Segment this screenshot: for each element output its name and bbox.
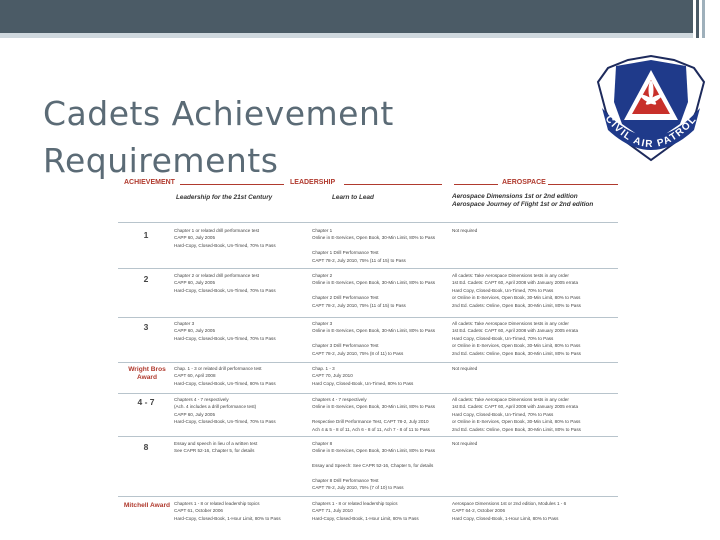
header-achievement: ACHIEVEMENT: [124, 179, 175, 186]
table-row: [118, 496, 618, 538]
header-rule: [180, 184, 284, 185]
leadership-21-cell: Chapter 2 or related drill performance test CAPP 60, July 2005 Hard-Copy, Closed-Book, Un-Timed, 70% to Pass: [174, 273, 276, 293]
table-row: [118, 362, 618, 392]
aerospace-cell: All cadets: Take Aerospace Dimensions tests in any order 1st Ed. Cadets: CAPT 60, April 2008 with January 2005 errata Hard Copy, Closed-Book, Un-Timed, 70% to Pass or Online in E-Services, Open Book, 30-Min Limit, 80% to Pass 2nd Ed. Cadets: Online, Open Book, 30-Min Limit, 80% to Pass: [452, 397, 581, 432]
aerospace-cell: Aerospace Dimensions 1st or 2nd edition, Modules 1 - 6 CAPT 64-2, October 2006 Hard Copy, Closed-Book, 1-Hour Limit, 80% to Pass: [452, 501, 567, 521]
header-rule: [344, 184, 442, 185]
leadership-21-cell: Chapter 1 or related drill performance test CAPP 60, July 2005 Hard-Copy, Closed-Book, Un-Timed, 70% to Pass: [174, 228, 276, 248]
top-bar-stripe: [0, 33, 720, 38]
top-bar: [0, 0, 720, 33]
learn-to-lead-cell: Chapters 4 - 7 respectively Online in E-Services, Open Book, 30-Min Limit, 80% to Pass Respective Drill Performance Test, CAPT 78-2, July 2010 Ach 4 & 5 - 8 of 11, Ach 6 - 8 of 11, Ach 7 - 8 of 11 to Pass: [312, 397, 436, 432]
aerospace-cell: All cadets: Take Aerospace Dimensions tests in any order 1st Ed. Cadets: CAPT 60, April 2008 with January 2005 errata Hard Copy, Closed-Book, Un-Timed, 70% to Pass or Online in E-Services, Open Book, 30-Min Limit, 80% to Pass 2nd Ed. Cadets: Online, Open Book, 30-Min Limit, 80% to Pass: [452, 321, 581, 356]
header-rule: [548, 184, 618, 185]
subheader-learn-to-lead: Learn to Lead: [332, 194, 374, 201]
learn-to-lead-cell: Chapters 1 - 8 or related leadership topics CAPT 71, July 2010 Hard-Copy, Closed-Book, 1-Hour Limit, 80% to Pass: [312, 501, 419, 521]
achievement-label: 8: [143, 442, 149, 452]
achievement-label: 4 - 7: [137, 397, 155, 407]
learn-to-lead-cell: Chapter 1 Online in E-Services, Open Book, 30-Min Limit, 80% to Pass Chapter 1 Drill Performance Test CAPT 78-2, July 2010, 75% (11 of 15) to Pass: [312, 228, 436, 263]
header-rule: [454, 184, 498, 185]
header-leadership: LEADERSHIP: [290, 179, 336, 186]
achievement-label: Mitchell Award: [123, 502, 171, 509]
achievement-label: 3: [143, 322, 149, 332]
aerospace-cell: Not required: [452, 366, 478, 371]
slide-title: Cadets Achievement Requirements: [43, 94, 394, 180]
subheader-leadership-21st: Leadership for the 21st Century: [176, 194, 273, 201]
leadership-21-cell: Chapter 3 CAPP 60, July 2005 Hard-Copy, Closed-Book, Un-Timed, 70% to Pass: [174, 321, 276, 341]
table-row: [118, 393, 618, 435]
table-row: [118, 268, 618, 316]
top-bar-notch: [693, 0, 720, 38]
table-row: [118, 317, 618, 361]
aerospace-cell: Not required: [452, 228, 478, 233]
logo-text: CIVIL AIR PATROL: [602, 113, 700, 151]
leadership-21-cell: Chapters 1 - 8 or related leadership topics CAPT 61, October 2006 Hard-Copy, Closed-Book, 1-Hour Limit, 80% to Pass: [174, 501, 281, 521]
table-row: [118, 436, 618, 494]
leadership-21-cell: Chap. 1 - 3 or related drill performance test CAPT 60, April 2008 Hard-Copy, Closed-Book, Un-Timed, 80% to Pass: [174, 366, 276, 386]
leadership-21-cell: Chapters 4 - 7 respectively (Ach. 4 includes a drill performance test) CAPP 60, July 2005 Hard-Copy, Closed-Book, Un-Timed, 70% to Pass: [174, 397, 276, 425]
learn-to-lead-cell: Chapter 8 Online in E-Services, Open Book, 30-Min Limit, 80% to Pass Essay and Speech: See CAPR 52-16, Chapter 5, for details Chapter 8 Drill Performance Test CAPT 78-2, July 2010, 75% (7 of 10) to Pass: [312, 441, 436, 491]
civil-air-patrol-logo: [592, 52, 710, 164]
header-aerospace: AEROSPACE: [502, 179, 546, 186]
aerospace-cell: All cadets: Take Aerospace Dimensions tests in any order 1st Ed. Cadets: CAPT 60, April 2008 with January 2005 errata Hard Copy, Closed-Book, Un-Timed, 70% to Pass or Online in E-Services, Open Book, 30-Min Limit, 80% to Pass 2nd Ed. Cadets: Online, Open Book, 30-Min Limit, 80% to Pass: [452, 273, 581, 308]
achievement-label: 2: [143, 274, 149, 284]
table-row: [118, 222, 618, 266]
leadership-21-cell: Essay and speech in lieu of a written test See CAPR 52-16, Chapter 5, for details: [174, 441, 258, 454]
learn-to-lead-cell: Chap. 1 - 3 CAPT 70, July 2010 Hard Copy, Closed-Book, Un-Timed, 80% to Pass: [312, 366, 414, 386]
subheader-journey-of-flight: Aerospace Journey of Flight 1st or 2nd edition: [452, 201, 594, 208]
aerospace-cell: Not required: [452, 441, 478, 446]
achievement-label: 1: [143, 230, 149, 240]
achievement-label: Wright Bros Award: [128, 366, 166, 381]
requirements-table: [118, 176, 618, 538]
learn-to-lead-cell: Chapter 3 Online in E-Services, Open Book, 30-Min Limit, 80% to Pass Chapter 3 Drill Performance Test CAPT 78-2, July 2010, 75% (8 of 11) to Pass: [312, 321, 436, 356]
subheader-aerospace-dimensions: Aerospace Dimensions 1st or 2nd edition: [452, 193, 578, 200]
learn-to-lead-cell: Chapter 2 Online in E-Services, Open Book, 30-Min Limit, 80% to Pass Chapter 2 Drill Performance Test CAPT 78-2, July 2010, 75% (11 of 15) to Pass: [312, 273, 436, 308]
